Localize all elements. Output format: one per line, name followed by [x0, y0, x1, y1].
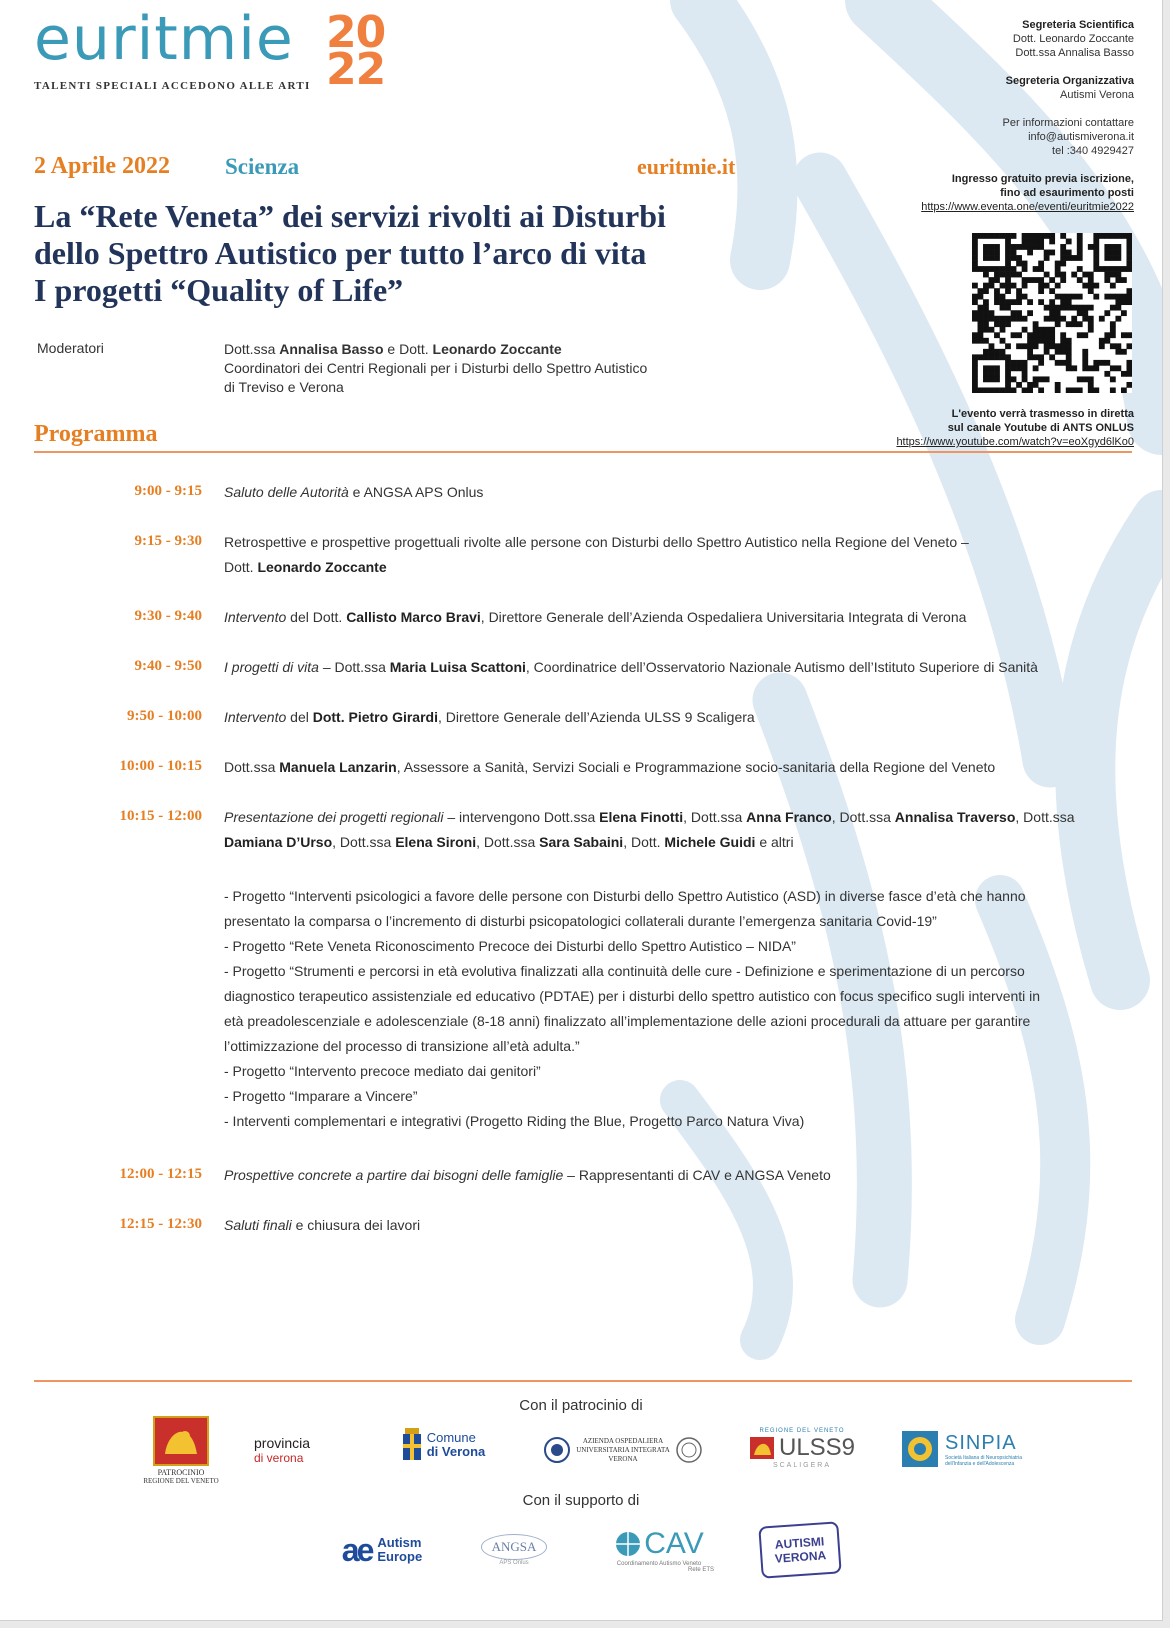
program-desc-3-role: , Direttore Generale dell’Azienda Ospedaliera Universitaria Integrata di Verona [480, 609, 967, 625]
aoui-line-2: UNIVERSITARIA INTEGRATA [576, 1445, 670, 1454]
event-title-line-1: La “Rete Veneta” dei servizi rivolti ai Disturbi [34, 198, 666, 234]
cav-name: CAV [644, 1527, 704, 1560]
project-line: diagnostico terapeutico assistenziale ed educativo (PDTAE) per i disturbi dello spettro autistico con focus specifico sugli interventi in [224, 988, 1041, 1004]
program-time-3: 9:30 - 9:40 [134, 608, 202, 624]
program-desc-8-italic: Prospettive concrete a partire dai bisogni delle famiglie [224, 1167, 564, 1183]
project-list [224, 884, 1109, 1134]
program-desc-7-text-2: , Dott.ssa [683, 809, 747, 825]
project-line: - Interventi complementari e integrativi (Progetto Riding the Blue, Progetto Parco Natura Viva) [224, 1113, 805, 1129]
program-desc-5-speaker: Dott. Pietro Girardi [312, 709, 438, 725]
event-title-line-3: I progetti “Quality of Life” [34, 272, 404, 308]
program-desc-7-speaker-5: Elena Sironi [395, 834, 477, 850]
logo-year-top: 20 [326, 7, 386, 58]
footer-divider [34, 1380, 1132, 1382]
moderators-info [224, 340, 647, 397]
veneto-line-2: REGIONE DEL VENETO [143, 1476, 219, 1485]
angsa-sub: APS Onlus [499, 1560, 529, 1566]
program-time-5: 9:50 - 10:00 [127, 708, 202, 724]
ulss-crest-icon [749, 1436, 775, 1460]
program-desc-7-text-1: – intervengono Dott.ssa [443, 809, 600, 825]
event-title-line-2: dello Spettro Autistico per tutto l’arco di vita [34, 235, 647, 271]
event-title [34, 198, 834, 309]
info-phone: tel :340 4929427 [1052, 145, 1134, 157]
program-desc-8 [224, 1163, 1109, 1188]
event-website[interactable]: euritmie.it [637, 154, 736, 179]
aoui-logo [528, 1432, 718, 1468]
program-desc-4 [224, 655, 1109, 680]
aoui-line-1: AZIENDA OSPEDALIERA [582, 1436, 664, 1445]
program-desc-7-text-3: , Dott.ssa [831, 809, 895, 825]
comune-line-2: di Verona [426, 1444, 486, 1459]
program-desc-7 [224, 805, 1109, 855]
youtube-link[interactable]: https://www.youtube.com/watch?v=eoXgyd6lKo0 [896, 436, 1134, 448]
program-desc-5 [224, 705, 1109, 730]
sinpia-sub: Società Italiana di Neuropsichiatria dell'Infanzia e dell'Adolescenza [945, 1454, 1022, 1467]
program-desc-2 [224, 530, 1109, 580]
comune-crest-icon [401, 1428, 423, 1462]
organizing-secretariat-title: Segreteria Organizzativa [1005, 75, 1134, 87]
event-category: Scienza [225, 154, 300, 179]
moderator-name-1: Annalisa Basso [279, 341, 384, 357]
moderator-name-2: Leonardo Zoccante [432, 341, 562, 357]
program-time-1: 9:00 - 9:15 [134, 483, 202, 499]
autismi-line-2: VERONA [774, 1548, 827, 1566]
scientific-secretariat-title: Segreteria Scientifica [1022, 19, 1134, 31]
moderators-role-2: di Treviso e Verona [224, 379, 344, 395]
program-time-8: 12:00 - 12:15 [119, 1166, 202, 1182]
comune-text [427, 1431, 486, 1459]
cav-main-row [614, 1527, 703, 1561]
project-line: - Progetto “Rete Veneta Riconoscimento Precoce dei Disturbi dello Spettro Autistico – NIDA” [224, 938, 796, 954]
program-desc-8-text: – Rappresentanti di CAV e ANGSA Veneto [563, 1167, 831, 1183]
moderator-prefix-1: Dott.ssa [224, 341, 280, 357]
sinpia-text [945, 1432, 1035, 1467]
project-line: - Progetto “Strumenti e percorsi in età evolutiva finalizzati alla continuità delle cure - Definizione e sperimentazione di un percorso [224, 963, 1025, 979]
program-desc-9 [224, 1213, 1109, 1238]
info-line-1: Per informazioni contattare [1002, 117, 1134, 129]
ulss9-logo [752, 1422, 856, 1474]
program-desc-3-text: del Dott. [286, 609, 347, 625]
program-desc-7-text-8: e altri [755, 834, 794, 850]
program-desc-6-role: , Assessore a Sanità, Servizi Sociali e Programmazione socio-sanitaria della Regione del Veneto [396, 759, 996, 775]
program-desc-3 [224, 605, 1109, 630]
scientific-secretariat-2: Dott.ssa Annalisa Basso [1015, 47, 1134, 59]
cav-logo [604, 1524, 714, 1576]
program-desc-1-italic: Saluto delle Autorità [224, 484, 349, 500]
project-line: l’ottimizzazione del processo di transizione all’età adulta.” [224, 1038, 580, 1054]
ulss-sub: SCALIGERA [772, 1461, 832, 1469]
provincia-line-2: di verona [254, 1451, 304, 1465]
autismi-verona-logo [758, 1521, 841, 1578]
program-desc-2-speaker: Leonardo Zoccante [257, 559, 387, 575]
organizing-secretariat-1: Autismi Verona [1060, 89, 1134, 101]
program-desc-7-italic: Presentazione dei progetti regionali [224, 809, 444, 825]
program-desc-4-text: – Dott.ssa [318, 659, 390, 675]
registration-link[interactable]: https://www.eventa.one/eventi/euritmie2022 [921, 201, 1134, 213]
provincia-logo [254, 1430, 348, 1470]
sinpia-emblem-icon [901, 1430, 939, 1468]
project-line: età preadolescenziale e adolescenziale (8-18 anni) finalizzato all’implementazione delle azioni procedurali da attuare per garantire [224, 1013, 1031, 1029]
program-divider [34, 451, 1132, 453]
program-desc-6 [224, 755, 1109, 780]
program-desc-4-speaker: Maria Luisa Scattoni [389, 659, 526, 675]
program-time-4: 9:40 - 9:50 [134, 658, 202, 674]
globe-icon [614, 1531, 642, 1557]
autism-europe-mark: ae [341, 1531, 372, 1568]
program-time-7: 10:15 - 12:00 [119, 808, 202, 824]
stream-line-2: sul canale Youtube di ANTS ONLUS [947, 422, 1134, 434]
program-time-2: 9:15 - 9:30 [134, 533, 202, 549]
program-desc-5-text: del [286, 709, 313, 725]
aoui-line-3: VERONA [608, 1454, 638, 1463]
program-desc-7-speaker-7: Michele Guidi [664, 834, 756, 850]
logo-year-bottom: 22 [326, 44, 386, 95]
program-desc-5-italic: Intervento [224, 709, 287, 725]
info-email[interactable]: info@autismiverona.it [1028, 131, 1134, 143]
autism-europe-line-2: Europe [377, 1549, 423, 1564]
stream-block [896, 407, 1134, 449]
program-desc-2-prefix: Dott. [224, 559, 258, 575]
moderator-joiner: e Dott. [383, 341, 433, 357]
project-line: presentato la comparsa o l’incremento di disturbi psicopatologici collaterali durante l’emergenza sanitaria Covid-19” [224, 913, 937, 929]
program-desc-7-speaker-4: Damiana D’Urso [224, 834, 333, 850]
program-desc-7-speaker-6: Sara Sabaini [539, 834, 624, 850]
program-desc-7-speaker-2: Anna Franco [746, 809, 832, 825]
lion-crest-icon [153, 1416, 209, 1466]
qr-code[interactable] [972, 233, 1132, 393]
stream-line-1: L'evento verrà trasmesso in diretta [951, 408, 1134, 420]
sinpia-logo [898, 1428, 1038, 1470]
program-desc-3-speaker: Callisto Marco Bravi [346, 609, 481, 625]
program-desc-6-prefix: Dott.ssa [224, 759, 280, 775]
angsa-logo [474, 1530, 554, 1570]
autismi-line-1: AUTISMI [774, 1534, 825, 1552]
cav-sub: Coordinamento Autismo Veneto [616, 1561, 702, 1567]
aoui-text [576, 1437, 670, 1464]
comune-logo [398, 1423, 488, 1467]
ulss-top: REGIONE DEL VENETO [759, 1427, 845, 1434]
entry-line-2: fino ad esaurimento posti [1000, 187, 1134, 199]
support-label: Con il supporto di [522, 1492, 640, 1509]
event-date: 2 Aprile 2022 [34, 153, 170, 179]
moderators-label: Moderatori [37, 340, 104, 356]
moderators-role-1: Coordinatori dei Centri Regionali per i Disturbi dello Spettro Autistico [224, 360, 648, 376]
program-desc-3-italic: Intervento [224, 609, 287, 625]
patronage-label: Con il patrocinio di [519, 1397, 643, 1414]
program-desc-5-role: , Direttore Generale dell’Azienda ULSS 9 Scaligera [437, 709, 755, 725]
program-desc-9-text: e chiusura dei lavori [291, 1217, 421, 1233]
program-heading: Programma [34, 421, 158, 447]
provincia-line-1: provincia [254, 1435, 311, 1451]
program-desc-7-speaker-1: Elena Finotti [599, 809, 684, 825]
veneto-line-1: PATROCINIO [157, 1467, 205, 1477]
scientific-secretariat-1: Dott. Leonardo Zoccante [1012, 33, 1134, 45]
program-desc-1 [224, 480, 1109, 505]
program-desc-4-role: , Coordinatrice dell’Osservatorio Nazionale Autismo dell’Istituto Superiore di Sanità [525, 659, 1038, 675]
university-seal-icon [676, 1437, 702, 1463]
ulss-main: ULSS9 [778, 1433, 856, 1461]
aoui-seal-icon [544, 1437, 570, 1463]
angsa-name: ANGSA [481, 1534, 548, 1560]
program-desc-7-text-7: , Dott. [623, 834, 665, 850]
project-line: - Progetto “Imparare a Vincere” [224, 1088, 418, 1104]
project-line: - Progetto “Interventi psicologici a favore delle persone con Disturbi dello Spettro Autistico (ASD) in diverse fasce d’età che hanno [224, 888, 1026, 904]
program-desc-7-speaker-3: Annalisa Traverso [894, 809, 1016, 825]
ulss-main-row [749, 1434, 855, 1462]
program-desc-4-italic: I progetti di vita [224, 659, 319, 675]
program-desc-2-line-1: Retrospettive e prospettive progettuali rivolte alle persone con Disturbi dello Spettro Autistico nella Regione del Veneto – [224, 534, 969, 550]
sinpia-name: SINPIA [945, 1431, 1017, 1454]
program-desc-7-text-5: , Dott.ssa [332, 834, 396, 850]
program-time-6: 10:00 - 10:15 [119, 758, 202, 774]
logo-year [326, 7, 386, 95]
comune-line-1: Comune [426, 1430, 476, 1445]
program-desc-9-italic: Saluti finali [224, 1217, 292, 1233]
program-desc-7-text-4: , Dott.ssa [1015, 809, 1075, 825]
program-time-9: 12:15 - 12:30 [119, 1216, 202, 1232]
autism-europe-text [377, 1536, 422, 1564]
program-desc-6-speaker: Manuela Lanzarin [279, 759, 397, 775]
program-desc-1-text: e ANGSA APS Onlus [348, 484, 484, 500]
cav-sub-2: Rete ETS [687, 1567, 714, 1573]
contact-block [921, 18, 1134, 214]
autism-europe-logo [332, 1530, 432, 1570]
regione-veneto-logo [136, 1410, 226, 1490]
program-desc-7-text-6: , Dott.ssa [476, 834, 540, 850]
logo-wordmark: euritmie [34, 4, 294, 74]
autism-europe-line-1: Autism [377, 1535, 422, 1550]
project-line: - Progetto “Intervento precoce mediato dai genitori” [224, 1063, 541, 1079]
entry-line-1: Ingresso gratuito previa iscrizione, [951, 173, 1134, 185]
logo-tagline: TALENTI SPECIALI ACCEDONO ALLE ARTI [34, 80, 311, 92]
